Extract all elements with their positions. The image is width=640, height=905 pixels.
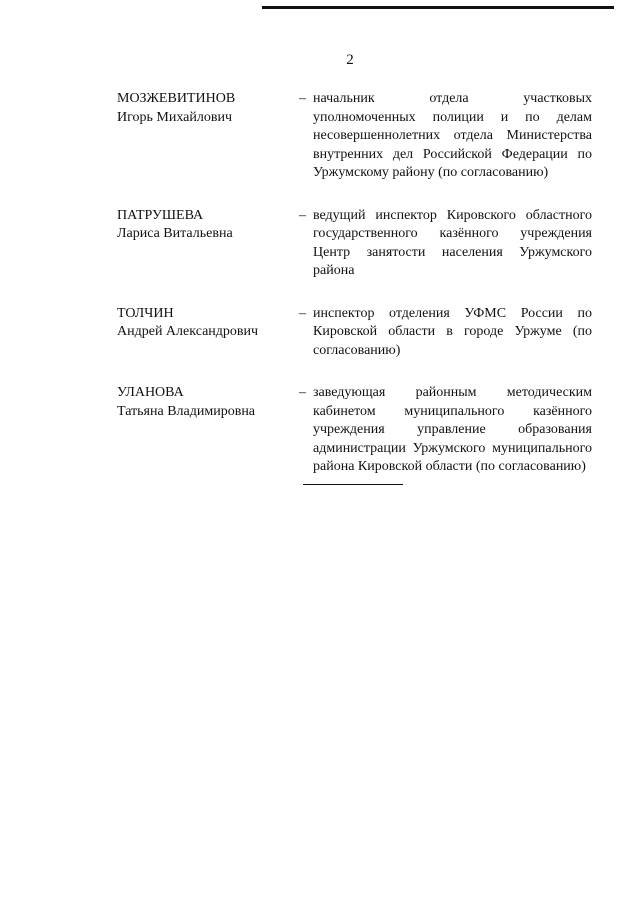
member-surname: МОЗЖЕВИТИНОВ [117,91,236,106]
member-given-names: Лариса Витальевна [117,226,233,241]
entry-dash: – [299,305,306,321]
member-entry [117,305,592,361]
entry-dash: – [299,207,306,223]
member-name [117,207,292,244]
member-entry [117,384,592,477]
member-name [117,384,292,421]
entry-dash: – [299,385,306,400]
member-given-names: Андрей Александрович [117,324,259,339]
member-surname: ПАТРУШЕВА [117,207,204,223]
top-rule [262,6,614,9]
member-role: заведующая районным методическим кабинетом муниципального казённого учреждения управление образования администрации Уржумского муниципального района Кировской области (по согласованию) [313,385,592,474]
member-name [117,90,292,127]
member-list [117,90,592,501]
member-given-names: Татьяна Владимировна [117,403,256,419]
entry-dash: – [299,91,306,106]
member-role: инспектор отделения УФМС России по Кировской области в городе Уржуме (по согласованию) [313,305,592,358]
end-rule [303,484,403,485]
page-number: 2 [346,52,354,68]
member-surname: УЛАНОВА [117,385,184,400]
member-entry [117,90,592,183]
member-role: начальник отдела участковых уполномоченных полиции и по делам несовершеннолетних отдела Министерства внутренних дел Российской Федерации по Уржумскому району (по согласованию) [313,91,592,180]
member-given-names: Игорь Михайлович [117,109,232,125]
member-name [117,305,292,342]
member-entry [117,207,592,281]
member-surname: ТОЛЧИН [117,305,174,321]
member-role: ведущий инспектор Кировского областного государственного казённого учреждения Центр занятости населения Уржумского района [313,207,592,278]
